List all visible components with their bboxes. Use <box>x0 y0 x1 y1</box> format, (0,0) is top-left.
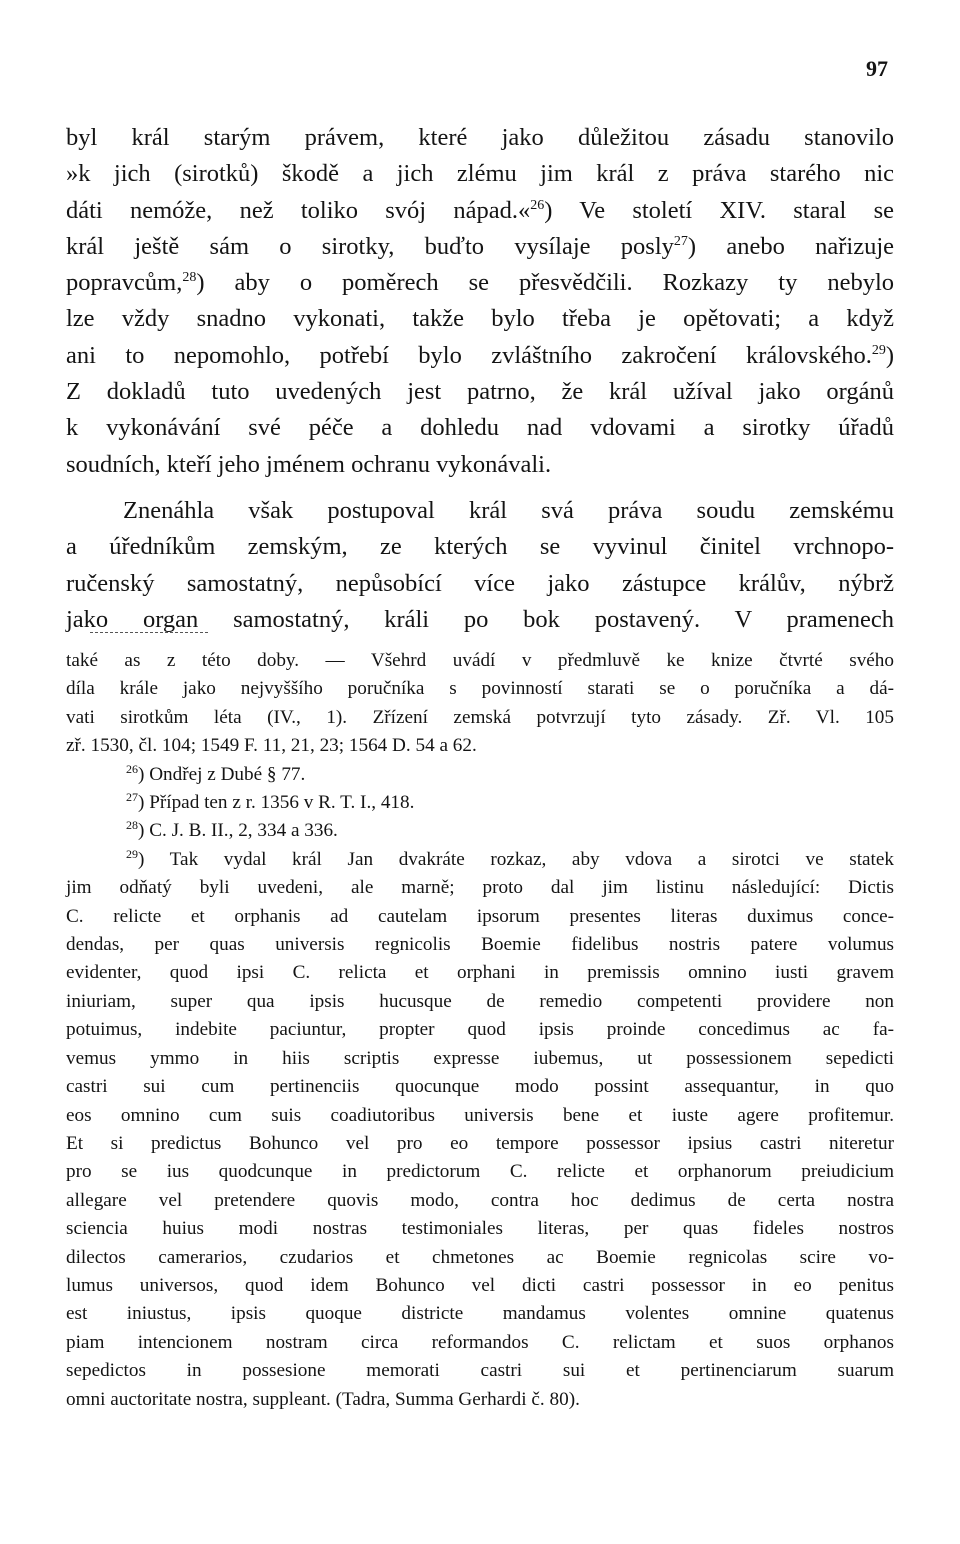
text-line: lze vždy snadno vykonati, takže bylo třeba je opětovati; a když <box>66 305 894 333</box>
footnote-line: piam intencionem nostram circa reformandos C. relictam et suos orphanos <box>66 1331 894 1353</box>
text-line: a úředníkům zemským, ze kterých se vyvinul činitel vrchnopo- <box>66 533 894 561</box>
footnote-mark: 28 <box>126 818 138 833</box>
page-number: 97 <box>866 56 888 81</box>
footnotes <box>66 647 894 1414</box>
text-fragment: dáti nemóže, než toliko svój nápad.« <box>66 196 531 224</box>
text-line <box>66 265 894 301</box>
footnote-line: allegare vel pretendere quovis modo, contra hoc dedimus de certa nostra <box>66 1189 894 1211</box>
text-line: ručenský samostatný, nepůsobící více jako zástupce králův, nýbrž <box>66 569 894 597</box>
footnote-line: díla krále jako nejvyššího poručníka s povinností starati se o poručníka a dá- <box>66 678 894 700</box>
text-fragment: ) Ve století XIV. staral se <box>544 196 894 224</box>
main-text <box>66 120 894 638</box>
footnote-line: zř. 1530, čl. 104; 1549 F. 11, 21, 23; 1564 D. 54 a 62. <box>66 735 477 757</box>
footnote-line: pro se ius quodcunque in predictorum C. relicte et orphanorum preiudicium <box>66 1161 894 1183</box>
footnote-line: potuimus, indebite paciuntur, propter quod ipsis proinde concedimus ac fa- <box>66 1019 894 1041</box>
footnote-mark: 29 <box>126 846 138 861</box>
footnote-text: Ondřej z Dubé § 77. <box>149 763 306 785</box>
text-line <box>66 229 894 265</box>
footnote-text: Případ ten z r. 1356 v R. T. I., 418. <box>149 792 415 814</box>
footnote-line: evidenter, quod ipsi C. relicta et orphani in premissis omnino iusti gravem <box>66 962 894 984</box>
footnote-line: jim odňatý byli uvedeni, ale marně; proto dal jim listinu následující: Dictis <box>66 877 894 899</box>
text-fragment: popravcům, <box>66 269 183 297</box>
text-fragment: ani to nepomohlo, potřebí bylo zvláštního zakročení královského. <box>66 341 872 369</box>
text-line: k vykonávání své péče a dohledu nad vdovami a sirotky úřadů <box>66 414 894 442</box>
text-fragment: ) <box>885 341 894 369</box>
footnote-ref: 27 <box>673 233 688 249</box>
footnote-ref: 28 <box>182 270 197 286</box>
footnote-28: $^{28}$) C. J. B. II., 2, 334 a 336. <box>126 818 338 842</box>
text-fragment: král ještě sám o sirotky, buďto vysílaje posly <box>66 232 674 260</box>
footnote-line: vemus ymmo in hiis scriptis expresse iubemus, ut possessionem sepedicti <box>66 1047 894 1069</box>
footnote-line: C. relicte et orphanis ad cautelam ipsorum presentes literas duximus conce- <box>66 905 894 927</box>
text-line <box>66 338 894 374</box>
text-line: Znenáhla však postupoval král svá práva soudu zemskému <box>123 496 894 524</box>
footnote-mark: 27 <box>126 790 138 805</box>
footnote-line: dendas, per quas universis regnicolis Boemie fidelibus nostris patere volumus <box>66 934 894 956</box>
footnote-line: lumus universos, quod idem Bohunco vel dicti castri possessor in eo penitus <box>66 1274 894 1296</box>
footnote-text: Tak vydal král Jan dvakráte rozkaz, aby vdova a sirotci ve statek <box>169 848 894 870</box>
footnote-line: vati sirotkům léta (IV., 1). Zřízení zemská potvrzují tyto zásady. Zř. Vl. 105 <box>66 706 894 728</box>
footnote-line: dilectos camerarios, czudarios et chmetones ac Boemie regnicolas scire vo- <box>66 1246 894 1268</box>
footnote-line: sciencia huius modi nostras testimoniales literas, per quas fideles nostros <box>66 1218 894 1240</box>
footnote-line: sepedictos in possesione memorati castri sui et pertinenciarum suarum <box>66 1360 894 1382</box>
text-line: jako organ samostatný, králi po bok postavený. V pramenech <box>66 605 894 633</box>
footnote-line: eos omnino cum suis coadiutoribus universis bene et iuste agere profitemur. <box>66 1104 894 1126</box>
footnote-ref: 26 <box>530 197 545 213</box>
text-line: »k jich (sirotků) škodě a jich zlému jim král z práva starého nic <box>66 160 894 188</box>
footnote-mark: 26 <box>126 761 138 776</box>
footnote-line: iniuriam, super qua ipsis hucusque de remedio competenti providere non <box>66 990 894 1012</box>
text-fragment: ) anebo nařizuje <box>687 232 895 260</box>
footnote-ref: 29 <box>871 342 886 358</box>
footnote-text: C. J. B. II., 2, 334 a 336. <box>149 820 338 842</box>
text-line: soudních, kteří jeho jménem ochranu vykonávali. <box>66 450 552 478</box>
footnote-26: $^{26}$) Ondřej z Dubé § 77. <box>126 761 306 785</box>
footnote-separator <box>90 632 208 633</box>
footnote-line: castri sui cum pertinenciis quocunque modo possint assequantur, in quo <box>66 1076 894 1098</box>
text-fragment: ) aby o poměrech se přesvědčili. Rozkazy ty nebylo <box>196 269 894 297</box>
footnote-line: omni auctoritate nostra, suppleant. (Tadra, Summa Gerhardi č. 80). <box>66 1388 580 1410</box>
footnote-line: Et si predictus Bohunco vel pro eo tempore possessor ipsius castri niteretur <box>66 1132 894 1154</box>
text-line <box>66 193 894 229</box>
text-line: byl král starým právem, které jako důležitou zásadu stanovilo <box>66 124 894 151</box>
text-line: Z dokladů tuto uvedených jest patrno, že král užíval jako orgánů <box>66 378 894 406</box>
footnote-27: $^{27}$) Případ ten z r. 1356 v R. T. I., 418. <box>126 790 415 814</box>
footnote-29-continuation <box>66 874 894 1414</box>
footnote-29: $^{29}$) Tak vydal král Jan dvakráte rozkaz, aby vdova a sirotci ve statek <box>126 846 894 870</box>
footnote-line: est iniustus, ipsis quoque districte mandamus volentes omnine quatenus <box>66 1303 894 1325</box>
footnote-line: také as z této doby. — Všehrd uvádí v předmluvě ke knize čtvrté svého <box>66 650 894 671</box>
